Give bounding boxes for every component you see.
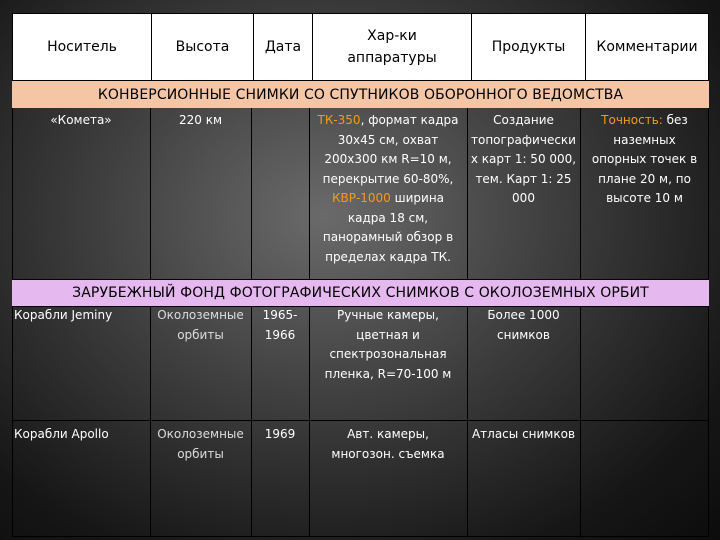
header-carrier: Носитель — [13, 14, 152, 80]
grid-line — [708, 306, 709, 537]
header-comments: Комментарии — [586, 14, 708, 80]
grid-line — [12, 108, 13, 279]
s1-accuracy-label: Точность: — [601, 113, 663, 127]
s1-altitude: 220 км — [178, 113, 223, 127]
header-equipment — [313, 14, 472, 80]
grid-line — [580, 306, 581, 537]
grid-line — [467, 306, 468, 537]
grid-line — [12, 306, 709, 307]
header-products: Продукты — [472, 14, 586, 80]
s1-products: Создание топографически х карт 1: 50 000, тем. Карт 1: 25 000 — [470, 113, 577, 205]
grid-line — [12, 536, 709, 537]
grid-line — [150, 306, 151, 537]
s2r2-carrier: Корабли Apollo — [14, 427, 109, 441]
header-equipment-line1: Хар-ки — [367, 28, 417, 44]
section1-title: КОНВЕРСИОННЫЕ СНИМКИ СО СПУТНИКОВ ОБОРОННОГО ВЕДОМСТВА — [12, 81, 709, 108]
s2r1-carrier: Корабли Jeminy — [14, 308, 113, 322]
s2r2-date: 1969 — [264, 427, 296, 441]
header-row — [12, 13, 709, 81]
s2r1-date: 1965- 1966 — [262, 308, 298, 342]
s2r2-altitude: Околоземные орбиты — [157, 427, 244, 461]
s1-kvr1000: КВР-1000 — [331, 191, 391, 205]
grid-line — [309, 108, 310, 279]
grid-line — [150, 108, 151, 279]
header-equipment-line2: аппаратуры — [347, 50, 437, 66]
section2-title: ЗАРУБЕЖНЫЙ ФОНД ФОТОГРАФИЧЕСКИХ СНИМКОВ С ОКОЛОЗЕМНЫХ ОРБИТ — [12, 279, 709, 306]
s2r2-equipment: Авт. камеры, многозон. съемка — [331, 427, 445, 461]
grid-line — [580, 108, 581, 279]
grid-line — [12, 306, 13, 537]
grid-line — [467, 108, 468, 279]
s1-carrier: «Комета» — [50, 113, 112, 127]
grid-line — [12, 279, 709, 280]
s2r1-equipment: Ручные камеры, цветная и спектрозональная пленка, R=70-100 м — [324, 308, 452, 381]
table-row — [12, 306, 709, 420]
s1-comments: Точность: без наземных опорных точек в плане 20 м, по высоте 10 м — [591, 113, 698, 205]
grid-line — [251, 306, 252, 537]
table-row — [12, 420, 709, 537]
grid-line — [251, 108, 252, 279]
s2r1-altitude: Околоземные орбиты — [157, 308, 244, 342]
s2r2-products: Атласы снимков — [471, 427, 576, 441]
grid-line — [12, 420, 709, 421]
grid-line — [309, 306, 310, 537]
header-date: Дата — [254, 14, 313, 80]
s1-equipment: ТК-350, формат кадра 30х45 см, охват 200х300 км R=10 м, перекрытие 60-80%, КВР-1000 ширина кадра 18 см, панорамный обзор в пределах кадра ТК. — [317, 113, 459, 264]
s1-tk350: ТК-350 — [317, 113, 361, 127]
grid-line — [708, 108, 709, 279]
header-altitude: Высота — [152, 14, 254, 80]
section1-row — [12, 108, 709, 279]
s2r1-products: Более 1000 снимков — [487, 308, 560, 342]
table — [12, 13, 709, 537]
